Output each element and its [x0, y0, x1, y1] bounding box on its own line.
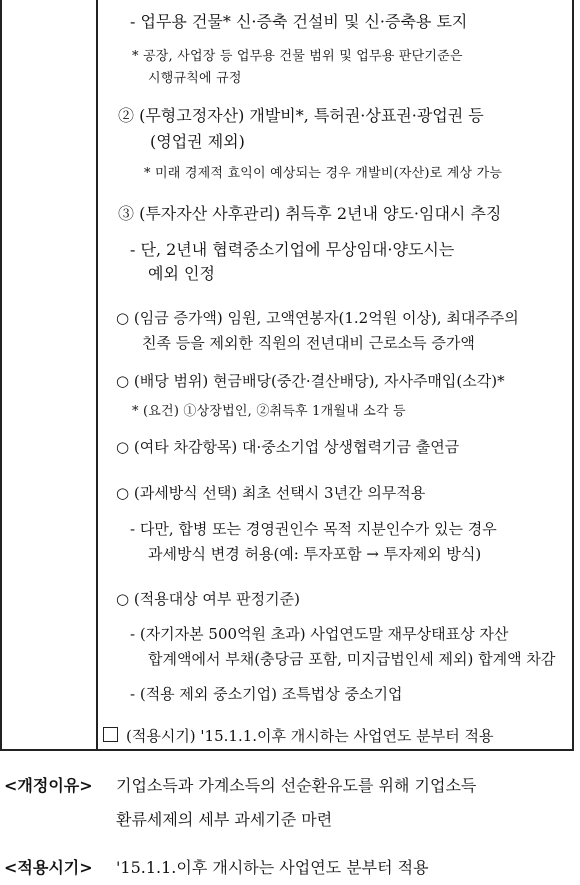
reason-text-line2: 환류세제의 세부 과세기준 마련 [116, 810, 333, 829]
note-dividend-requirement: * (요건) ①상장법인, ②취득후 1개월내 소각 등 [132, 404, 406, 419]
item-intangible-assets: ② (무형고정자산) 개발비*, 특허권·상표권·광업권 등 [118, 106, 484, 125]
note-business-building: * 공장, 사업장 등 업무용 건물 범위 및 업무용 판단기준은 [132, 49, 463, 64]
box-outer-left-border [0, 0, 2, 750]
item-wage-increase-cont: 친족 등을 제외한 직원의 전년대비 근로소득 증가액 [142, 334, 475, 352]
item-intangible-assets-cont: (영업권 제외) [150, 132, 245, 151]
effective-label: <적용시기> [4, 858, 93, 877]
item-dividend-scope: ○ (배당 범위) 현금배당(중간·결산배당), 자사주매입(소각)* [116, 372, 505, 390]
line-equity-capital: - (자기자본 500억원 초과) 사업연도말 재무상태표상 자산 [130, 625, 509, 643]
note-business-building-cont: 시행규칙에 규정 [148, 71, 242, 86]
item-investment-followup: ③ (투자자산 사후관리) 취득후 2년내 양도·임대시 추징 [118, 204, 502, 223]
line-excluded-sme: - (적용 제외 중소기업) 조특법상 중소기업 [130, 685, 403, 703]
reason-text-line1: 기업소득과 가계소득의 선순환유도를 위해 기업소득 [116, 776, 477, 795]
effective-text: '15.1.1.이후 개시하는 사업연도 분부터 적용 [116, 858, 429, 877]
box-outer-bottom-border [0, 749, 97, 751]
item-taxation-method: ○ (과세방식 선택) 최초 선택시 3년간 의무적용 [116, 484, 426, 502]
box-right-border [572, 0, 574, 750]
line-merger-exception: - 다만, 합병 또는 경영권인수 목적 지분인수가 있는 경우 [130, 520, 497, 538]
line-merger-exception-cont: 과세방식 변경 허용(예: 투자포함 → 투자제외 방식) [148, 545, 482, 563]
item-wage-increase: ○ (임금 증가액) 임원, 고액연봉자(1.2억원 이상), 최대주주의 [116, 309, 519, 327]
box-bottom-border [96, 749, 574, 751]
item-application-period [103, 727, 493, 744]
reason-label: <개정이유> [4, 776, 93, 795]
box-left-border [96, 0, 98, 750]
line-business-building: - 업무용 건물* 신·증축 건설비 및 신·증축용 토지 [130, 12, 468, 31]
line-exception: - 단, 2년내 협력중소기업에 무상임대·양도시는 [130, 240, 455, 259]
item-other-deductions: ○ (여타 차감항목) 대·중소기업 상생협력기금 출연금 [116, 438, 460, 456]
note-development-cost: * 미래 경제적 효익이 예상되는 경우 개발비(자산)로 계상 가능 [144, 166, 503, 181]
item-eligibility-criteria: ○ (적용대상 여부 판정기준) [116, 590, 300, 608]
checkbox-square-icon [103, 727, 118, 742]
application-period-text: (적용시기) '15.1.1.이후 개시하는 사업연도 분부터 적용 [126, 727, 494, 745]
line-equity-capital-cont: 합계액에서 부채(충당금 포함, 미지급법인세 제외) 합계액 차감 [148, 650, 556, 668]
line-exception-cont: 예외 인정 [148, 264, 215, 283]
